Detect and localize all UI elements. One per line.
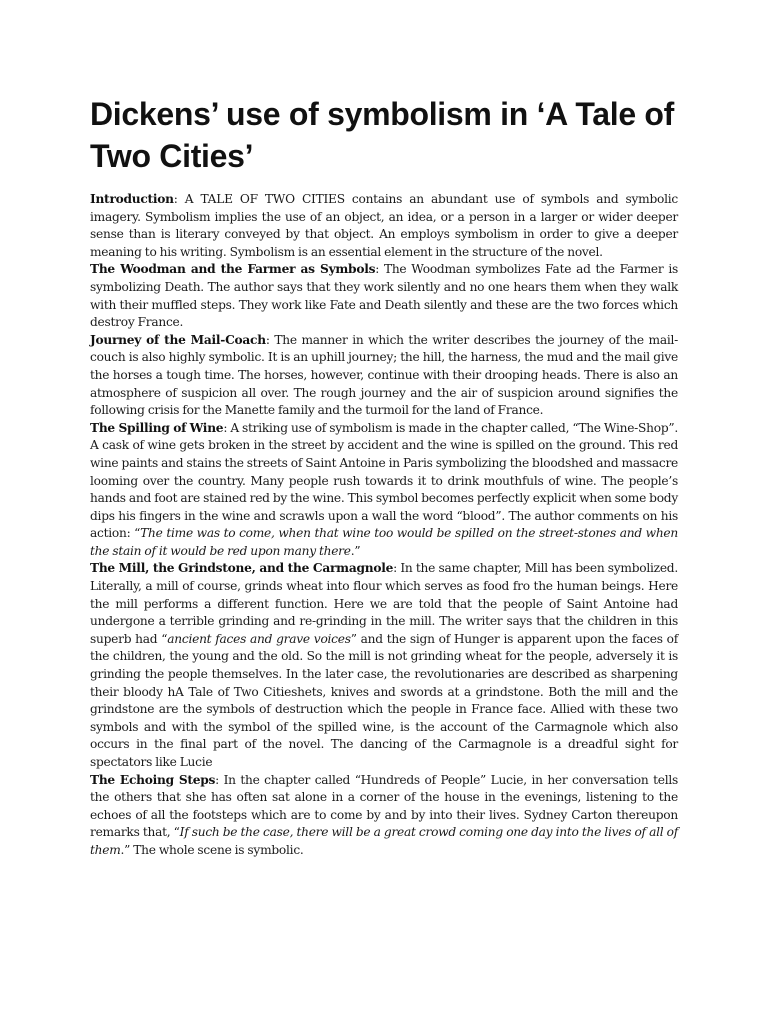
section-paragraph (90, 420, 678, 561)
section-heading: The Mill, the Grindstone, and the Carmagnole (90, 561, 394, 576)
section-paragraph (90, 560, 678, 771)
section-heading: The Spilling of Wine (90, 420, 224, 435)
section-paragraph (90, 261, 678, 331)
section-paragraph (90, 772, 678, 860)
section-text: .” The whole scene is symbolic. (120, 842, 304, 857)
section-text: : The Woodman symbolizes Fate ad the Farmer is symbolizing Death. The author says that they work silently and no one hears them when they walk with their muffled steps. They work like Fate and Death silently and these are the two forces which destroy France. (90, 262, 678, 330)
document-body (90, 191, 678, 860)
section-text: : In the chapter called “Hundreds of People” Lucie, in her conversation tells the others that she has often sat alone in a corner of the house in the evenings, listening to the echoes of all the footsteps which are to come by and by into their lives. Sydney Carton thereupon remarks that, “ (90, 772, 679, 840)
section-text: : In the same chapter, Mill has been symbolized. Literally, a mill of course, grinds wheat into flour which serves as food fro the human beings. Here the mill performs a different function. Here we are told that the people of Saint Antoine had undergone a terrible grinding and re-grinding in the mill. The writer says that the children in this superb had “ (90, 561, 678, 646)
section-heading: The Woodman and the Farmer as Symbols (90, 262, 376, 277)
section-heading: Journey of the Mail-Coach (90, 332, 266, 347)
section-quote: If such be the case, there will be a great crowd coming one day into the lives of all of them (90, 825, 678, 857)
document-title: Dickens’ use of symbolism in ‘A Tale of Two Cities’ (90, 96, 675, 174)
section-heading: The Echoing Steps (90, 772, 216, 787)
section-text: ” and the sign of Hunger is apparent upon the faces of the children, the young and the old. So the mill is not grinding wheat for the people, adversely it is grinding the people themselves. In the later case, the revolutionaries are described as sharpening their bloody hA Tale of Two Citieshets, knives and swords at a grindstone. Both the mill and the grindstone are the symbols of destruction which the people in France face. Allied with these two symbols and with the symbol of the spilled wine, is the account of the Carmagnole which also occurs in the final part of the novel. The dancing of the Carmagnole is a dreadful sight for spectators like Lucie (90, 631, 678, 769)
section-quote: ancient faces and grave voices (167, 631, 351, 646)
section-text: : A TALE OF TWO CITIES contains an abundant use of symbols and symbolic imagery. Symbolism implies the use of an object, an idea, or a person in a larger or wider deeper sense than is literary conveyed by that object. An employs symbolism in order to give a deeper meaning to his writing. Symbolism is an essential element in the structure of the novel. (90, 192, 678, 259)
section-text: : A striking use of symbolism is made in the chapter called, “The Wine-Shop”. A cask of wine gets broken in the street by accident and the wine is spilled on the ground. This red wine paints and stains the streets of Saint Antoine in Paris symbolizing the bloodshed and massacre looming over the country. Many people rush towards it to drink mouthfuls of wine. The people’s hands and foot are stained red by the wine. This symbol becomes perfectly explicit when some body dips his fingers in the wine and scrawls upon a wall the word “blood”. The author comments on his action: “ (90, 420, 678, 541)
document-page (90, 0, 678, 860)
section-text: : The manner in which the writer describes the journey of the mail-couch is also highly symbolic. It is an uphill journey; the hill, the harness, the mud and the mail give the horses a tough time. The horses, however, continue with their drooping heads. There is also an atmosphere of suspicion all over. The rough journey and the air of suspicion around signifies the following crisis for the Manette family and the turmoil for the land of France. (90, 332, 679, 418)
section-text: .” (350, 543, 361, 558)
section-heading: Introduction (90, 192, 174, 206)
section-paragraph (90, 191, 678, 261)
section-paragraph (90, 332, 678, 420)
section-quote: The time was to come, when that wine too would be spilled on the street-stones and when the stain of it would be red upon many there (90, 526, 678, 558)
